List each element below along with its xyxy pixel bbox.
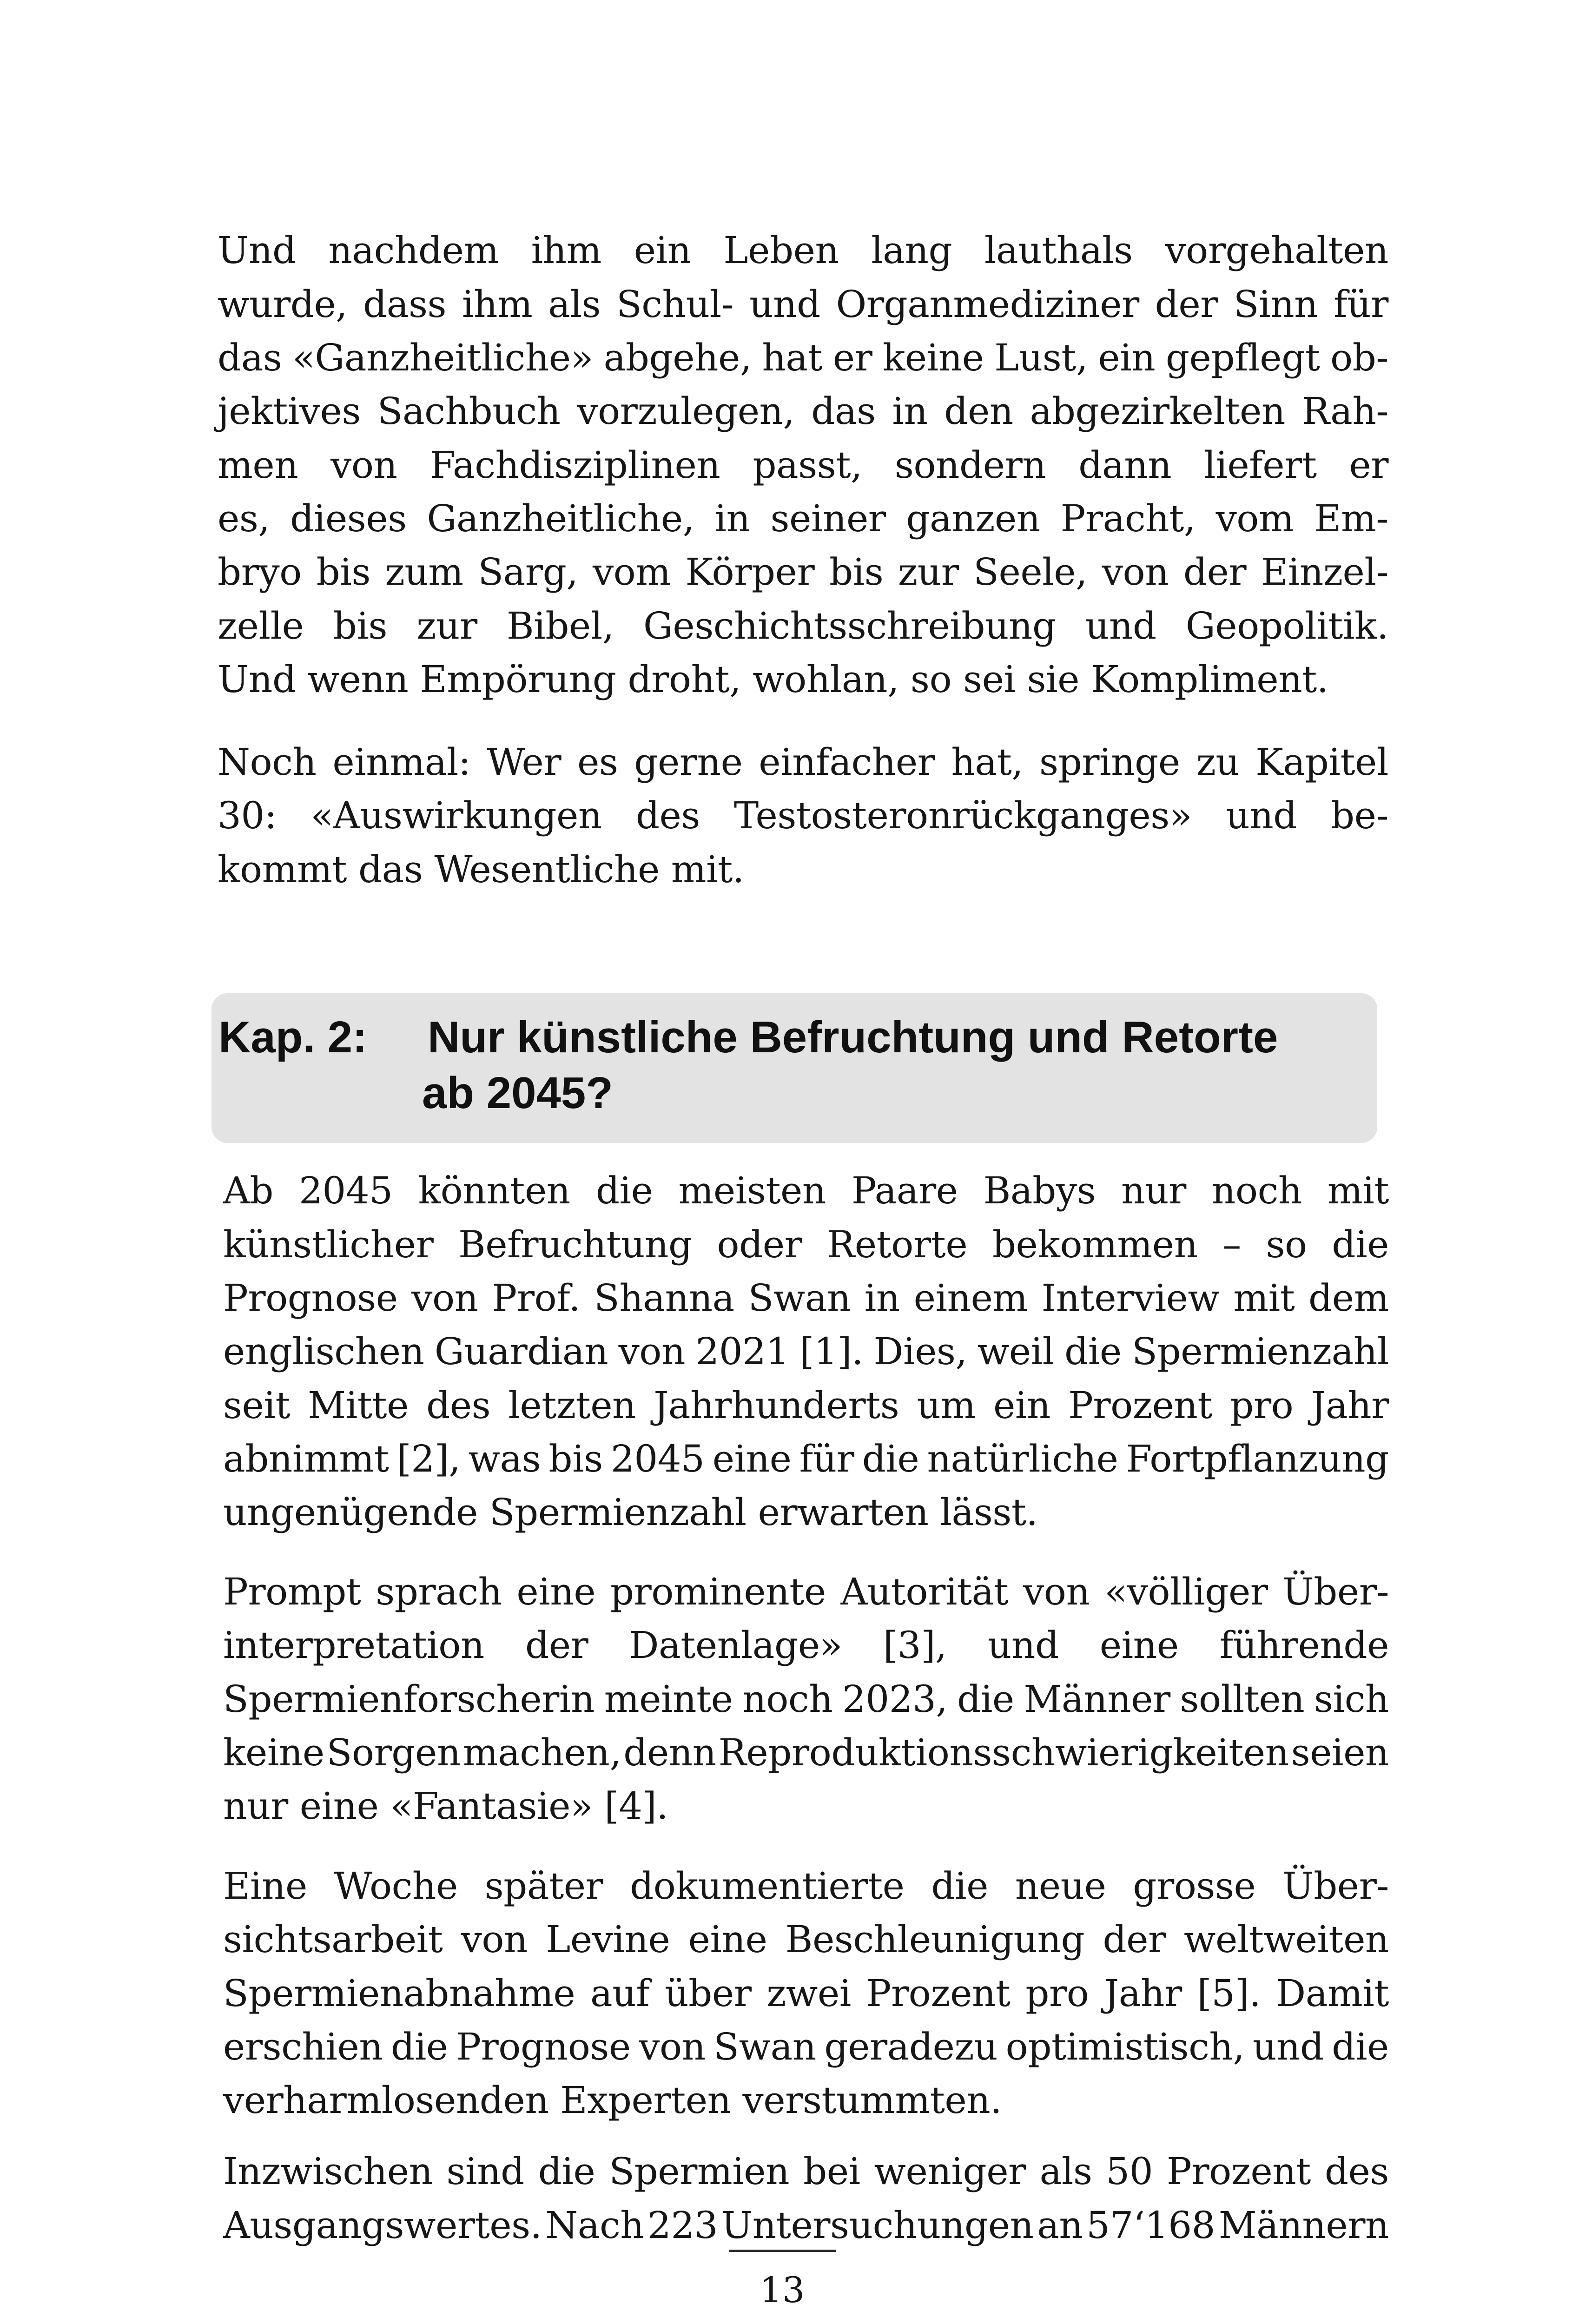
word: der bbox=[1155, 283, 1218, 326]
word: Levine bbox=[546, 1918, 670, 1961]
word: [5]. bbox=[1197, 1972, 1261, 2015]
word: springe bbox=[1039, 740, 1180, 784]
word: ihm bbox=[462, 283, 533, 326]
word: Schul- bbox=[616, 283, 734, 326]
text-line bbox=[223, 1913, 1389, 1967]
word: oder bbox=[717, 1223, 802, 1266]
text-line bbox=[218, 492, 1388, 546]
word: auf bbox=[590, 1972, 650, 2015]
word: abnimmt bbox=[223, 1437, 389, 1480]
word: meinte bbox=[604, 1677, 733, 1721]
word: als bbox=[548, 283, 601, 326]
word: der bbox=[525, 1624, 588, 1667]
text-line: nur eine «Fantasie» [4]. bbox=[223, 1784, 668, 1828]
text-line bbox=[223, 1859, 1389, 1913]
word: Eine bbox=[223, 1864, 307, 1908]
word: so bbox=[1266, 1223, 1307, 1266]
word: Ausgangswertes. bbox=[223, 2204, 542, 2247]
word: die bbox=[931, 1864, 988, 1908]
word: eine bbox=[1099, 1624, 1179, 1667]
word: Lust, bbox=[994, 336, 1088, 379]
word: Mitte bbox=[308, 1384, 409, 1427]
word: Autorität bbox=[840, 1570, 1009, 1613]
word: die bbox=[391, 2025, 448, 2068]
word: keine bbox=[882, 336, 984, 379]
word: ein bbox=[1098, 336, 1156, 379]
word: Woche bbox=[334, 1864, 458, 1908]
word: Wer bbox=[487, 740, 561, 784]
word: 2045 bbox=[610, 1437, 705, 1480]
word: vorzulegen, bbox=[577, 390, 795, 433]
word: ihm bbox=[531, 229, 602, 272]
word: weil bbox=[977, 1330, 1054, 1373]
word: dann bbox=[1078, 443, 1172, 487]
word: den bbox=[944, 390, 1013, 433]
word: dieses bbox=[290, 497, 407, 540]
word: neue bbox=[1015, 1864, 1106, 1908]
word: des bbox=[635, 794, 700, 837]
word: Männer bbox=[1024, 1677, 1170, 1721]
text-line bbox=[223, 1379, 1389, 1433]
word: hat, bbox=[951, 740, 1024, 784]
word: «Auswirkungen bbox=[310, 794, 602, 837]
chapter-title-continued: ab 2045? bbox=[422, 1068, 613, 1118]
word: könnten bbox=[418, 1169, 570, 1212]
word: abgezirkelten bbox=[1030, 390, 1285, 433]
word: Beschleunigung bbox=[785, 1918, 1085, 1961]
footer-rule bbox=[729, 2250, 836, 2252]
word: von bbox=[1102, 550, 1169, 594]
word: die bbox=[538, 2150, 595, 2193]
word: später bbox=[484, 1864, 603, 1908]
word: Prozent bbox=[1167, 2150, 1311, 2193]
word: die bbox=[1064, 1330, 1122, 1373]
word: lauthals bbox=[984, 229, 1133, 272]
word: pro bbox=[1230, 1384, 1294, 1427]
text-line bbox=[223, 2145, 1389, 2199]
word: Rah- bbox=[1301, 390, 1388, 433]
word: 2021 bbox=[695, 1330, 789, 1373]
word: pro bbox=[1025, 1972, 1089, 2015]
page-number: 13 bbox=[760, 2269, 805, 2311]
word: letzten bbox=[508, 1384, 636, 1427]
word: Organmediziner bbox=[836, 283, 1139, 326]
word: Körper bbox=[685, 550, 815, 594]
word: von bbox=[330, 443, 397, 487]
word: wurde, bbox=[218, 283, 348, 326]
word: machen, bbox=[462, 1731, 621, 1774]
word: nur bbox=[1121, 1169, 1186, 1212]
word: Pracht, bbox=[1060, 497, 1196, 540]
word: keine bbox=[223, 1731, 324, 1774]
word: Dies, bbox=[873, 1330, 967, 1373]
text-line bbox=[223, 1672, 1389, 1726]
word: 2023, bbox=[842, 1677, 948, 1721]
word: Prognose bbox=[456, 2025, 631, 2068]
word: führende bbox=[1219, 1624, 1389, 1667]
word: sichtsarbeit bbox=[223, 1918, 443, 1961]
word: des bbox=[426, 1384, 491, 1427]
text-line bbox=[223, 1164, 1389, 1218]
text-line bbox=[223, 1432, 1389, 1486]
word: nachdem bbox=[328, 229, 499, 272]
word: künstlicher bbox=[223, 1223, 434, 1266]
word: und bbox=[1252, 2025, 1324, 2068]
word: Prozent bbox=[866, 1972, 1011, 2015]
word: es bbox=[577, 740, 618, 784]
word: [1]. bbox=[799, 1330, 863, 1373]
word: eine bbox=[688, 1918, 767, 1961]
word: Damit bbox=[1276, 1972, 1389, 2015]
word: für bbox=[799, 1437, 854, 1480]
word: meisten bbox=[678, 1169, 826, 1212]
text-line bbox=[218, 599, 1388, 653]
word: um bbox=[917, 1384, 976, 1427]
word: von bbox=[618, 1330, 685, 1373]
word: und bbox=[987, 1624, 1059, 1667]
word: Swan bbox=[748, 1276, 851, 1320]
word: bekommen bbox=[992, 1223, 1198, 1266]
word: Fortpflanzung bbox=[1126, 1437, 1389, 1480]
word: Testosteronrückganges» bbox=[733, 794, 1192, 837]
word: Prognose bbox=[223, 1276, 398, 1320]
word: jektives bbox=[218, 390, 361, 433]
word: Noch bbox=[218, 740, 317, 784]
word: 223 bbox=[647, 2204, 718, 2247]
word: der bbox=[1183, 550, 1247, 594]
word: zur bbox=[416, 604, 477, 647]
word: be- bbox=[1330, 794, 1388, 837]
text-line bbox=[218, 545, 1388, 599]
word: gepflegt bbox=[1165, 336, 1320, 379]
word: Über- bbox=[1282, 1570, 1389, 1613]
word: Ab bbox=[223, 1169, 273, 1212]
word: die bbox=[957, 1677, 1014, 1721]
word: eine bbox=[516, 1570, 596, 1613]
word: zur bbox=[898, 550, 959, 594]
word: vorgehalten bbox=[1165, 229, 1388, 272]
word: Guardian bbox=[434, 1330, 608, 1373]
word: Über- bbox=[1282, 1864, 1389, 1908]
word: das bbox=[218, 336, 282, 379]
word: bis bbox=[548, 1437, 603, 1480]
word: einfacher bbox=[759, 740, 935, 784]
text-line bbox=[223, 1565, 1389, 1619]
word: Spermienzahl bbox=[1132, 1330, 1389, 1373]
word: denn bbox=[623, 1731, 716, 1774]
word: Shanna bbox=[594, 1276, 734, 1320]
word: lang bbox=[871, 229, 952, 272]
word: ob- bbox=[1330, 336, 1388, 379]
word: – bbox=[1222, 1223, 1241, 1266]
word: mit bbox=[1327, 1169, 1389, 1212]
word: Sinn bbox=[1233, 283, 1318, 326]
word: «Ganzheitliche» bbox=[292, 336, 594, 379]
text-line bbox=[223, 1618, 1389, 1672]
word: Spermien bbox=[609, 2150, 790, 2193]
word: passt, bbox=[753, 443, 862, 487]
text-line bbox=[218, 735, 1388, 789]
word: Spermienabnahme bbox=[223, 1972, 575, 2015]
word: zelle bbox=[218, 604, 304, 647]
text-line bbox=[223, 1271, 1389, 1325]
word: prominente bbox=[610, 1570, 826, 1613]
word: vom bbox=[592, 550, 671, 594]
word: vom bbox=[1215, 497, 1294, 540]
word: interpretation bbox=[223, 1624, 484, 1667]
word: Interview bbox=[1041, 1276, 1220, 1320]
word: bis bbox=[829, 550, 884, 594]
word: Datenlage» bbox=[629, 1624, 842, 1667]
text-line: verharmlosenden Experten verstummten. bbox=[223, 2079, 1002, 2122]
word: Kapitel bbox=[1255, 740, 1388, 784]
word: 50 bbox=[1106, 2150, 1153, 2193]
word: Jahrhunderts bbox=[654, 1384, 899, 1427]
word: in bbox=[714, 497, 750, 540]
word: gerne bbox=[634, 740, 743, 784]
word: zu bbox=[1196, 740, 1240, 784]
word: Nach bbox=[545, 2204, 644, 2247]
word: Geopolitik. bbox=[1185, 604, 1388, 647]
word: noch bbox=[742, 1677, 833, 1721]
word: und bbox=[1085, 604, 1156, 647]
word: weltweiten bbox=[1183, 1918, 1389, 1961]
word: abgehe, bbox=[603, 336, 752, 379]
text-line bbox=[223, 1726, 1389, 1780]
word: sollten bbox=[1180, 1677, 1305, 1721]
word: Männern bbox=[1218, 2204, 1389, 2247]
word: Prof. bbox=[492, 1276, 581, 1320]
word: an bbox=[1037, 2204, 1083, 2247]
word: [2], bbox=[396, 1437, 461, 1480]
text-line bbox=[223, 1325, 1389, 1379]
word: er bbox=[832, 336, 872, 379]
word: Leben bbox=[723, 229, 839, 272]
word: englischen bbox=[223, 1330, 424, 1373]
word: Reproduktionsschwierigkeiten bbox=[718, 1731, 1289, 1774]
word: Sorgen bbox=[326, 1731, 461, 1774]
word: die bbox=[1332, 1223, 1389, 1266]
word: sich bbox=[1314, 1677, 1389, 1721]
word: Fachdisziplinen bbox=[429, 443, 720, 487]
word: zum bbox=[385, 550, 463, 594]
word: liefert bbox=[1204, 443, 1317, 487]
text-line bbox=[218, 277, 1388, 331]
word: eine bbox=[712, 1437, 792, 1480]
word: natürliche bbox=[927, 1437, 1118, 1480]
word: Jahr bbox=[1311, 1384, 1389, 1427]
word: bryo bbox=[218, 550, 302, 594]
word: «völliger bbox=[1104, 1570, 1268, 1613]
word: für bbox=[1334, 283, 1388, 326]
word: Retorte bbox=[827, 1223, 968, 1266]
word: Spermienforscherin bbox=[223, 1677, 595, 1721]
word: Em- bbox=[1314, 497, 1388, 540]
word: sind bbox=[446, 2150, 524, 2193]
text-line bbox=[223, 2199, 1389, 2252]
text-line bbox=[223, 1967, 1389, 2020]
word: optimistisch, bbox=[1005, 2025, 1245, 2068]
word: bis bbox=[316, 550, 370, 594]
word: sondern bbox=[894, 443, 1046, 487]
word: von bbox=[411, 1276, 478, 1320]
word: Paare bbox=[851, 1169, 958, 1212]
word: Sarg, bbox=[478, 550, 578, 594]
word: bei bbox=[803, 2150, 860, 2193]
word: Prozent bbox=[1068, 1384, 1212, 1427]
word: hat bbox=[762, 336, 823, 379]
word: Sachbuch bbox=[377, 390, 561, 433]
word: Geschichtsschreibung bbox=[643, 604, 1056, 647]
word: erschien bbox=[223, 2025, 383, 2068]
text-line bbox=[223, 2020, 1389, 2074]
word: die bbox=[595, 1169, 653, 1212]
word: seien bbox=[1291, 1731, 1389, 1774]
word: es, bbox=[218, 497, 270, 540]
text-line bbox=[223, 1218, 1389, 1272]
text-line bbox=[218, 438, 1388, 492]
text-line: Und wenn Empörung droht, wohlan, so sei sie Kompliment. bbox=[218, 658, 1328, 701]
word: in bbox=[864, 1276, 900, 1320]
word: Ganzheitliche, bbox=[427, 497, 694, 540]
word: und bbox=[1226, 794, 1297, 837]
text-line bbox=[218, 224, 1388, 277]
word: der bbox=[1103, 1918, 1166, 1961]
word: dokumentierte bbox=[630, 1864, 905, 1908]
word: einem bbox=[913, 1276, 1028, 1320]
word: zwei bbox=[766, 1972, 851, 2015]
word: über bbox=[665, 1972, 752, 2015]
word: weniger bbox=[874, 2150, 1026, 2193]
word: was bbox=[468, 1437, 541, 1480]
word: Jahr bbox=[1104, 1972, 1182, 2015]
word: dass bbox=[363, 283, 447, 326]
word: 57‘168 bbox=[1086, 2204, 1215, 2247]
word: [3], bbox=[883, 1624, 947, 1667]
word: von bbox=[1023, 1570, 1090, 1613]
word: Bibel, bbox=[506, 604, 614, 647]
word: Prompt bbox=[223, 1570, 361, 1613]
word: noch bbox=[1211, 1169, 1302, 1212]
word: ganzen bbox=[906, 497, 1040, 540]
word: sprach bbox=[376, 1570, 502, 1613]
word: die bbox=[1332, 2025, 1389, 2068]
word: das bbox=[811, 390, 876, 433]
text-line bbox=[218, 331, 1388, 385]
text-line: ungenügende Spermienzahl erwarten lässt. bbox=[223, 1491, 1038, 1534]
text-line bbox=[218, 384, 1388, 438]
word: einmal: bbox=[332, 740, 471, 784]
word: des bbox=[1324, 2150, 1389, 2193]
word: er bbox=[1349, 443, 1388, 487]
word: Swan bbox=[713, 2025, 816, 2068]
chapter-title: Nur künstliche Befruchtung und Retorte bbox=[428, 1012, 1278, 1062]
word: Einzel- bbox=[1261, 550, 1388, 594]
word: seiner bbox=[770, 497, 886, 540]
word: Und bbox=[218, 229, 296, 272]
word: Untersuchungen bbox=[721, 2204, 1034, 2247]
word: ein bbox=[993, 1384, 1050, 1427]
word: seit bbox=[223, 1384, 291, 1427]
word: grosse bbox=[1133, 1864, 1256, 1908]
text-line: kommt das Wesentliche mit. bbox=[218, 848, 744, 891]
word: geradezu bbox=[824, 2025, 998, 2068]
chapter-label: Kap. 2: bbox=[218, 1012, 368, 1062]
word: in bbox=[892, 390, 928, 433]
word: als bbox=[1039, 2150, 1092, 2193]
word: bis bbox=[333, 604, 388, 647]
word: und bbox=[749, 283, 820, 326]
word: Babys bbox=[983, 1169, 1096, 1212]
word: ein bbox=[634, 229, 691, 272]
word: von bbox=[461, 1918, 528, 1961]
word: dem bbox=[1308, 1276, 1389, 1320]
word: Inzwischen bbox=[223, 2150, 433, 2193]
word: Befruchtung bbox=[458, 1223, 692, 1266]
word: 30: bbox=[218, 794, 277, 837]
word: mit bbox=[1233, 1276, 1295, 1320]
word: von bbox=[639, 2025, 706, 2068]
text-line bbox=[218, 789, 1388, 843]
word: Seele, bbox=[973, 550, 1088, 594]
word: 2045 bbox=[299, 1169, 393, 1212]
word: die bbox=[862, 1437, 919, 1480]
word: men bbox=[218, 443, 298, 487]
